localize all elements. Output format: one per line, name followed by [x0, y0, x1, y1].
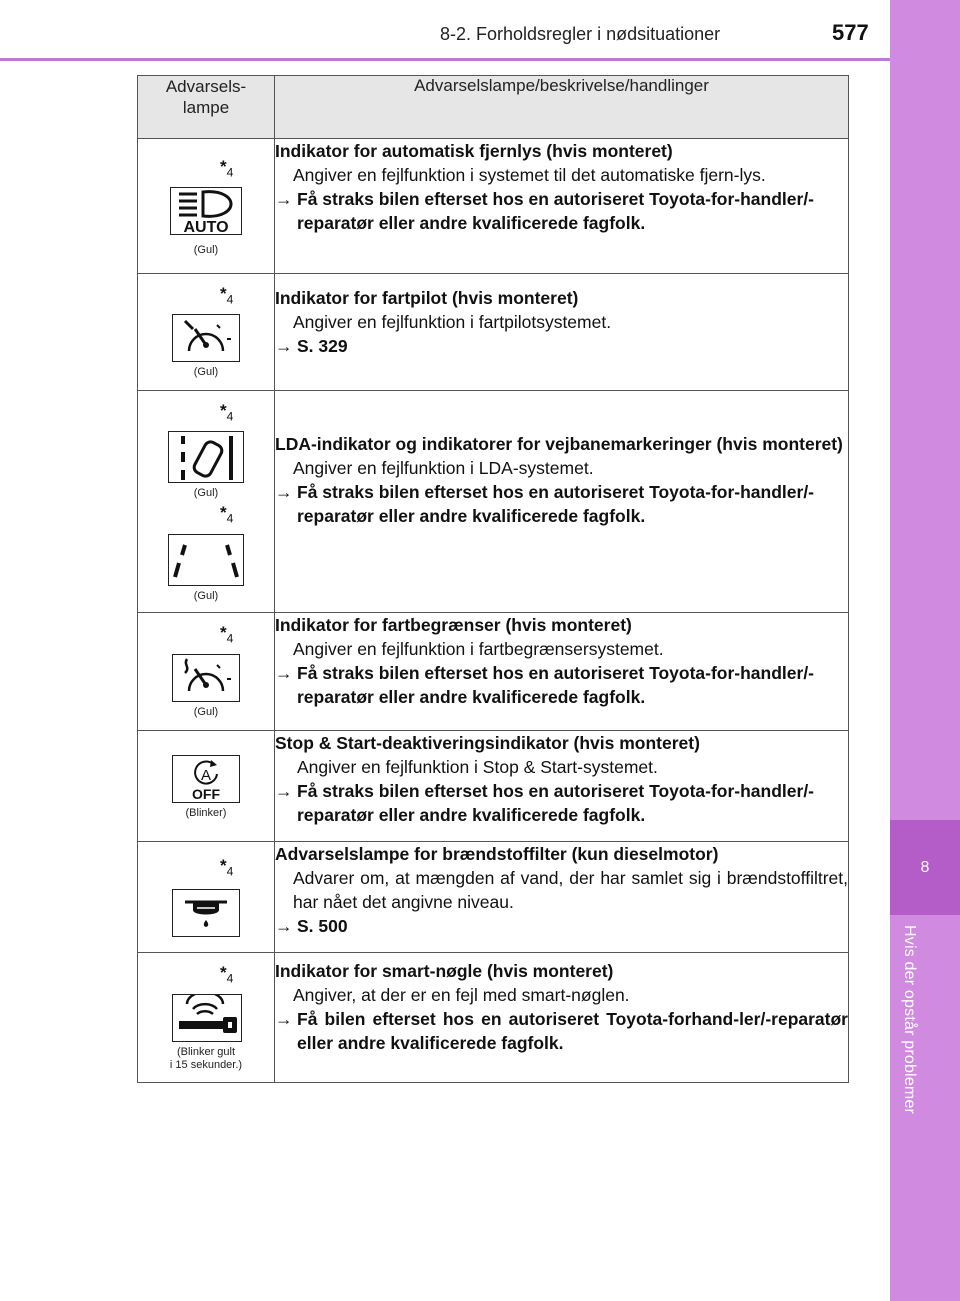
chapter-label: Hvis der opstår problemer [901, 925, 918, 1115]
table-row [138, 139, 849, 274]
footnote-marker: $*_4$ [220, 157, 234, 180]
action-text: S. 500 [297, 916, 348, 936]
auto-high-beam-icon [170, 187, 242, 235]
table-row [138, 731, 849, 842]
action-line [275, 661, 848, 709]
svg-text:AUTO: AUTO [183, 219, 229, 234]
lamp-body: Angiver en fejlfunktion i fartbegrænsersystemet. [293, 639, 664, 659]
lamp-title: Indikator for smart-nøgle (hvis monteret) [275, 961, 614, 981]
action-text: Få straks bilen efterset hos en autoriseret Toyota-for-handler/-reparatør eller andre kvalificerede fagfolk. [297, 781, 815, 825]
table-row [138, 613, 849, 731]
table-row [138, 391, 849, 613]
lamp-column-header: Advarsels- lampe [138, 76, 275, 139]
footnote-marker: $*_4$ [220, 503, 234, 526]
description-cell [275, 731, 849, 842]
lamp-cell [138, 731, 275, 842]
lamp-title: Stop & Start-deaktiveringsindikator (hvis monteret) [275, 733, 700, 753]
lamp-caption: (Gul) [193, 487, 219, 499]
fuel-filter-icon [172, 889, 240, 937]
description-cell [275, 274, 849, 391]
action-text: Få bilen efterset hos en autoriseret Toyota-forhand-ler/-reparatør eller andre kvalificerede fagfolk. [297, 1009, 848, 1053]
lamp-cell [138, 953, 275, 1083]
arrow-icon: → [275, 482, 293, 502]
header-divider [0, 58, 890, 61]
lamp-cell [138, 391, 275, 613]
stop-start-off-icon [172, 755, 240, 803]
action-line [275, 1007, 848, 1055]
warning-lamp-table [137, 75, 849, 1083]
table-row [138, 842, 849, 953]
lamp-caption: (Gul) [193, 706, 219, 718]
arrow-icon: → [275, 1009, 293, 1029]
section-title: 8-2. Forholdsregler i nødsituationer [440, 24, 721, 44]
description-column-header: Advarselslampe/beskrivelse/handlinger [275, 76, 849, 139]
lamp-caption: (Blinker) [185, 807, 227, 819]
lamp-title: Indikator for fartpilot (hvis monteret) [275, 288, 579, 308]
lamp-title: LDA-indikator og indikatorer for vejbanemarkeringer (hvis monteret) [275, 434, 843, 454]
page-number: 577 [832, 20, 869, 45]
footnote-marker: $*_4$ [220, 401, 234, 424]
action-text: Få straks bilen efterset hos en autoriseret Toyota-for-handler/-reparatør eller andre kvalificerede fagfolk. [297, 663, 815, 707]
lamp-cell [138, 139, 275, 274]
lane-markings-icon [168, 534, 244, 586]
table-header-row [138, 76, 849, 139]
lamp-cell [138, 613, 275, 731]
table-row [138, 953, 849, 1083]
action-text: Få straks bilen efterset hos en autoriseret Toyota-for-handler/-reparatør eller andre kvalificerede fagfolk. [297, 189, 815, 233]
cruise-control-icon [172, 314, 240, 362]
footnote-marker: $*_4$ [220, 963, 234, 986]
action-line [275, 187, 848, 235]
lane-departure-icon [168, 431, 244, 483]
lamp-body: Angiver en fejlfunktion i LDA-systemet. [293, 458, 594, 478]
description-cell [275, 842, 849, 953]
chapter-number: 8 [890, 820, 960, 915]
action-text: Få straks bilen efterset hos en autoriseret Toyota-for-handler/-reparatør eller andre kvalificerede fagfolk. [297, 482, 815, 526]
lamp-caption: (Gul) [193, 590, 219, 602]
footnote-marker: $*_4$ [220, 856, 234, 879]
arrow-icon: → [275, 663, 293, 683]
description-cell [275, 139, 849, 274]
lamp-caption: (Gul) [193, 366, 219, 378]
arrow-icon: → [275, 781, 293, 801]
action-line [275, 914, 848, 938]
lamp-title: Advarselslampe for brændstoffilter (kun dieselmotor) [275, 844, 719, 864]
description-cell [275, 613, 849, 731]
lamp-body: Angiver en fejlfunktion i systemet til det automatiske fjern-lys. [293, 165, 766, 185]
footnote-marker: $*_4$ [220, 284, 234, 307]
arrow-icon: → [275, 336, 293, 356]
action-line [275, 779, 848, 827]
smart-key-icon [172, 994, 242, 1042]
lamp-body: Angiver en fejlfunktion i Stop & Start-systemet. [297, 757, 658, 777]
speed-limiter-icon [172, 654, 240, 702]
lamp-body: Angiver en fejlfunktion i fartpilotsystemet. [293, 312, 612, 332]
lamp-cell [138, 842, 275, 953]
svg-text:A: A [200, 767, 212, 784]
lamp-title: Indikator for fartbegrænser (hvis monteret) [275, 615, 632, 635]
action-line [275, 334, 848, 358]
description-cell [275, 953, 849, 1083]
action-line [275, 480, 848, 528]
arrow-icon: → [275, 189, 293, 209]
lamp-body: Advarer om, at mængden af vand, der har samlet sig i brændstoffiltret, har nået det angivne niveau. [293, 868, 848, 912]
lamp-caption: (Blinker gult i 15 sekunder.) [169, 1046, 243, 1071]
footnote-marker: $*_4$ [220, 623, 234, 646]
lamp-caption: (Gul) [193, 244, 219, 256]
table-row [138, 274, 849, 391]
svg-text:OFF: OFF [192, 786, 220, 802]
description-cell [275, 391, 849, 613]
action-text: S. 329 [297, 336, 348, 356]
lamp-body: Angiver, at der er en fejl med smart-nøglen. [293, 985, 630, 1005]
lamp-cell [138, 274, 275, 391]
lamp-title: Indikator for automatisk fjernlys (hvis monteret) [275, 141, 673, 161]
arrow-icon: → [275, 916, 293, 936]
